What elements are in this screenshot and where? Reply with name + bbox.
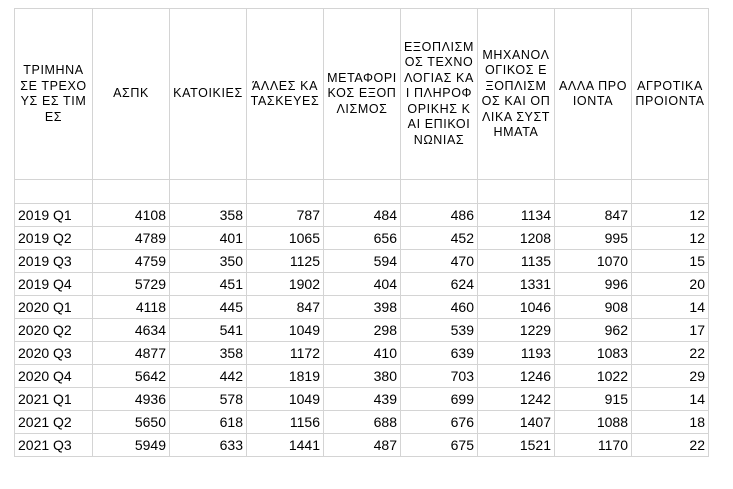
other-products-cell[interactable]: 915	[555, 388, 632, 411]
table-row	[15, 227, 709, 250]
ict-equipment-cell[interactable]: 452	[401, 227, 478, 250]
data-table	[14, 8, 709, 457]
aspk-cell[interactable]: 4936	[93, 388, 170, 411]
aspk-cell[interactable]: 5729	[93, 273, 170, 296]
ict-equipment-cell[interactable]: 703	[401, 365, 478, 388]
transport-equipment-cell[interactable]: 484	[324, 204, 401, 227]
aspk-cell[interactable]: 4108	[93, 204, 170, 227]
other-construction-cell[interactable]: 1172	[247, 342, 324, 365]
other-products-cell[interactable]: 1083	[555, 342, 632, 365]
table-row	[15, 250, 709, 273]
agricultural-products-cell[interactable]: 14	[632, 296, 709, 319]
header-cell-aspk[interactable]: ΑΣΠΚ	[93, 9, 170, 180]
housing-cell[interactable]: 578	[170, 388, 247, 411]
aspk-cell[interactable]: 4759	[93, 250, 170, 273]
transport-equipment-cell[interactable]: 398	[324, 296, 401, 319]
ict-equipment-cell[interactable]: 539	[401, 319, 478, 342]
transport-equipment-cell[interactable]: 410	[324, 342, 401, 365]
machinery-weapons-cell[interactable]: 1135	[478, 250, 555, 273]
housing-cell[interactable]: 401	[170, 227, 247, 250]
transport-equipment-cell[interactable]: 439	[324, 388, 401, 411]
table-body	[15, 204, 709, 457]
empty-cell[interactable]	[247, 180, 324, 204]
header-cell-ict-equipment[interactable]: ΕΞΟΠΛΙΣΜΟΣ ΤΕΧΝΟΛΟΓΙΑΣ ΚΑΙ ΠΛΗΡΟΦΟΡΙΚΗΣ ΚΑΙ ΕΠΙΚΟΙΝΩΝΙΑΣ	[401, 9, 478, 180]
aspk-cell[interactable]: 4789	[93, 227, 170, 250]
quarter-cell[interactable]: 2019 Q1	[15, 204, 93, 227]
agricultural-products-cell[interactable]: 12	[632, 204, 709, 227]
table-row	[15, 296, 709, 319]
ict-equipment-cell[interactable]: 460	[401, 296, 478, 319]
empty-cell[interactable]	[324, 180, 401, 204]
other-construction-cell[interactable]: 1049	[247, 319, 324, 342]
empty-row	[15, 180, 709, 204]
agricultural-products-cell[interactable]: 18	[632, 411, 709, 434]
machinery-weapons-cell[interactable]: 1134	[478, 204, 555, 227]
other-products-cell[interactable]: 908	[555, 296, 632, 319]
other-products-cell[interactable]: 962	[555, 319, 632, 342]
housing-cell[interactable]: 350	[170, 250, 247, 273]
quarter-cell[interactable]: 2020 Q3	[15, 342, 93, 365]
header-cell-quarter[interactable]: ΤΡΙΜΗΝΑ ΣΕ ΤΡΕΧΟΥΣ ΕΣ ΤΙΜΕΣ	[15, 9, 93, 180]
table-row	[15, 388, 709, 411]
housing-cell[interactable]: 633	[170, 434, 247, 457]
ict-equipment-cell[interactable]: 699	[401, 388, 478, 411]
agricultural-products-cell[interactable]: 17	[632, 319, 709, 342]
header-cell-housing[interactable]: ΚΑΤΟΙΚΙΕΣ	[170, 9, 247, 180]
empty-cell[interactable]	[15, 180, 93, 204]
agricultural-products-cell[interactable]: 20	[632, 273, 709, 296]
housing-cell[interactable]: 451	[170, 273, 247, 296]
housing-cell[interactable]: 618	[170, 411, 247, 434]
other-construction-cell[interactable]: 1065	[247, 227, 324, 250]
transport-equipment-cell[interactable]: 487	[324, 434, 401, 457]
other-products-cell[interactable]: 996	[555, 273, 632, 296]
empty-cell[interactable]	[170, 180, 247, 204]
table-row	[15, 434, 709, 457]
transport-equipment-cell[interactable]: 404	[324, 273, 401, 296]
agricultural-products-cell[interactable]: 22	[632, 342, 709, 365]
empty-cell[interactable]	[632, 180, 709, 204]
other-products-cell[interactable]: 1088	[555, 411, 632, 434]
quarter-cell[interactable]: 2021 Q3	[15, 434, 93, 457]
housing-cell[interactable]: 358	[170, 342, 247, 365]
machinery-weapons-cell[interactable]: 1046	[478, 296, 555, 319]
other-construction-cell[interactable]: 1049	[247, 388, 324, 411]
table-row	[15, 365, 709, 388]
table-row	[15, 273, 709, 296]
header-cell-transport-equipment[interactable]: ΜΕΤΑΦΟΡΙΚΟΣ ΕΞΟΠΛΙΣΜΟΣ	[324, 9, 401, 180]
other-products-cell[interactable]: 995	[555, 227, 632, 250]
aspk-cell[interactable]: 5650	[93, 411, 170, 434]
housing-cell[interactable]: 445	[170, 296, 247, 319]
transport-equipment-cell[interactable]: 594	[324, 250, 401, 273]
quarter-cell[interactable]: 2019 Q3	[15, 250, 93, 273]
header-cell-machinery-weapons[interactable]: ΜΗΧΑΝΟΛΟΓΙΚΟΣ ΕΞΟΠΛΙΣΜΟΣ ΚΑΙ ΟΠΛΙΚΑ ΣΥΣΤΗΜΑΤΑ	[478, 9, 555, 180]
table-row	[15, 411, 709, 434]
housing-cell[interactable]: 442	[170, 365, 247, 388]
other-construction-cell[interactable]: 1156	[247, 411, 324, 434]
other-products-cell[interactable]: 1170	[555, 434, 632, 457]
ict-equipment-cell[interactable]: 676	[401, 411, 478, 434]
other-construction-cell[interactable]: 1441	[247, 434, 324, 457]
machinery-weapons-cell[interactable]: 1246	[478, 365, 555, 388]
quarter-cell[interactable]: 2020 Q2	[15, 319, 93, 342]
housing-cell[interactable]: 358	[170, 204, 247, 227]
machinery-weapons-cell[interactable]: 1521	[478, 434, 555, 457]
agricultural-products-cell[interactable]: 29	[632, 365, 709, 388]
other-construction-cell[interactable]: 1819	[247, 365, 324, 388]
machinery-weapons-cell[interactable]: 1407	[478, 411, 555, 434]
transport-equipment-cell[interactable]: 380	[324, 365, 401, 388]
machinery-weapons-cell[interactable]: 1208	[478, 227, 555, 250]
machinery-weapons-cell[interactable]: 1331	[478, 273, 555, 296]
agricultural-products-cell[interactable]: 15	[632, 250, 709, 273]
machinery-weapons-cell[interactable]: 1242	[478, 388, 555, 411]
transport-equipment-cell[interactable]: 298	[324, 319, 401, 342]
table-row	[15, 319, 709, 342]
other-construction-cell[interactable]: 1902	[247, 273, 324, 296]
other-products-cell[interactable]: 1070	[555, 250, 632, 273]
transport-equipment-cell[interactable]: 688	[324, 411, 401, 434]
agricultural-products-cell[interactable]: 14	[632, 388, 709, 411]
empty-cell[interactable]	[555, 180, 632, 204]
aspk-cell[interactable]: 4118	[93, 296, 170, 319]
ict-equipment-cell[interactable]: 486	[401, 204, 478, 227]
aspk-cell[interactable]: 5642	[93, 365, 170, 388]
table-row	[15, 204, 709, 227]
quarter-cell[interactable]: 2020 Q4	[15, 365, 93, 388]
empty-cell[interactable]	[93, 180, 170, 204]
agricultural-products-cell[interactable]: 12	[632, 227, 709, 250]
quarter-cell[interactable]: 2021 Q2	[15, 411, 93, 434]
header-cell-other-products[interactable]: ΑΛΛΑ ΠΡΟΙΟΝΤΑ	[555, 9, 632, 180]
machinery-weapons-cell[interactable]: 1229	[478, 319, 555, 342]
quarter-cell[interactable]: 2021 Q1	[15, 388, 93, 411]
other-products-cell[interactable]: 1022	[555, 365, 632, 388]
other-products-cell[interactable]: 847	[555, 204, 632, 227]
header-row	[15, 9, 709, 180]
ict-equipment-cell[interactable]: 624	[401, 273, 478, 296]
header-cell-agricultural-products[interactable]: ΑΓΡΟΤΙΚΑ ΠΡΟΙΟΝΤΑ	[632, 9, 709, 180]
quarter-cell[interactable]: 2020 Q1	[15, 296, 93, 319]
empty-cell[interactable]	[478, 180, 555, 204]
quarter-cell[interactable]: 2019 Q2	[15, 227, 93, 250]
aspk-cell[interactable]: 5949	[93, 434, 170, 457]
other-construction-cell[interactable]: 847	[247, 296, 324, 319]
transport-equipment-cell[interactable]: 656	[324, 227, 401, 250]
agricultural-products-cell[interactable]: 22	[632, 434, 709, 457]
quarter-cell[interactable]: 2019 Q4	[15, 273, 93, 296]
housing-cell[interactable]: 541	[170, 319, 247, 342]
ict-equipment-cell[interactable]: 675	[401, 434, 478, 457]
ict-equipment-cell[interactable]: 470	[401, 250, 478, 273]
aspk-cell[interactable]: 4634	[93, 319, 170, 342]
ict-equipment-cell[interactable]: 639	[401, 342, 478, 365]
aspk-cell[interactable]: 4877	[93, 342, 170, 365]
empty-cell[interactable]	[401, 180, 478, 204]
table-row	[15, 342, 709, 365]
other-construction-cell[interactable]: 787	[247, 204, 324, 227]
other-construction-cell[interactable]: 1125	[247, 250, 324, 273]
machinery-weapons-cell[interactable]: 1193	[478, 342, 555, 365]
header-cell-other-construction[interactable]: ΆΛΛΕΣ ΚΑΤΑΣΚΕΥΕΣ	[247, 9, 324, 180]
